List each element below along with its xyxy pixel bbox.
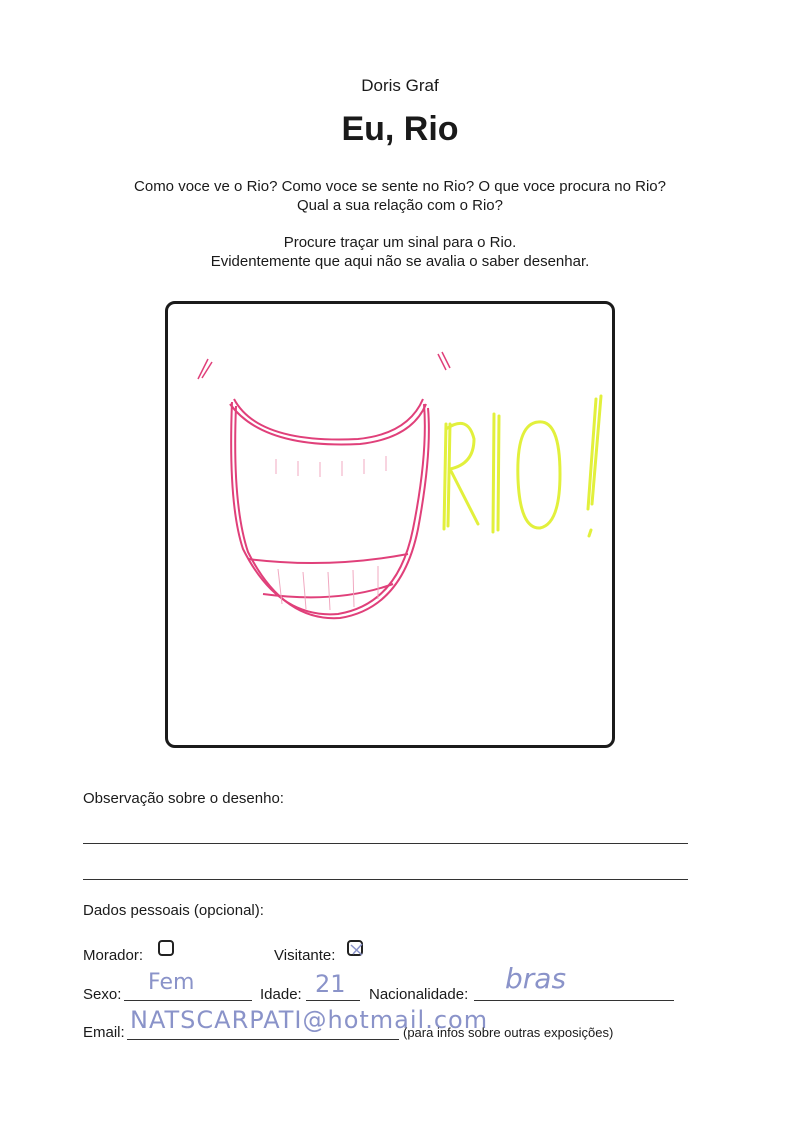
rio-handwriting (444, 396, 601, 536)
email-label: Email: (83, 1024, 125, 1041)
observation-line-2[interactable] (83, 879, 688, 880)
instruction-line-1: Procure traçar um sinal para o Rio. (283, 234, 517, 251)
intro-question-2: Qual a sua relação com o Rio? (297, 197, 503, 214)
nationality-label: Nacionalidade: (369, 986, 469, 1003)
accent-strokes (198, 352, 450, 379)
age-field-line[interactable] (306, 1000, 360, 1001)
mouth-drawing (230, 399, 429, 618)
personal-data-label: Dados pessoais (opcional): (83, 902, 264, 919)
checkmark-icon (349, 942, 365, 958)
nationality-value: bras (505, 962, 567, 995)
observation-label: Observação sobre o desenho: (83, 790, 284, 807)
sex-value: Fem (148, 970, 195, 995)
drawing-frame (165, 301, 615, 748)
resident-checkbox[interactable] (158, 940, 174, 956)
page-title: Eu, Rio (341, 110, 459, 148)
drawing-canvas (168, 304, 612, 745)
email-field-line[interactable] (127, 1039, 399, 1040)
visitor-label: Visitante: (274, 947, 336, 964)
author-name: Doris Graf (361, 76, 439, 95)
email-note: (para infos sobre outras exposições) (403, 1025, 614, 1040)
resident-label: Morador: (83, 947, 144, 964)
email-value: NATSCARPATI@hotmail.com (130, 1006, 489, 1034)
sex-label: Sexo: (83, 986, 122, 1003)
sex-field-line[interactable] (124, 1000, 252, 1001)
nationality-field-line[interactable] (474, 1000, 674, 1001)
intro-question-1: Como voce ve o Rio? Como voce se sente no Rio? O que voce procura no Rio? (134, 178, 666, 195)
age-label: Idade: (260, 986, 302, 1003)
instruction-line-2: Evidentemente que aqui não se avalia o saber desenhar. (210, 253, 590, 270)
teeth-drawing (276, 456, 386, 610)
visitor-checkbox[interactable] (347, 940, 363, 956)
age-value: 21 (315, 970, 346, 998)
observation-line-1[interactable] (83, 843, 688, 844)
